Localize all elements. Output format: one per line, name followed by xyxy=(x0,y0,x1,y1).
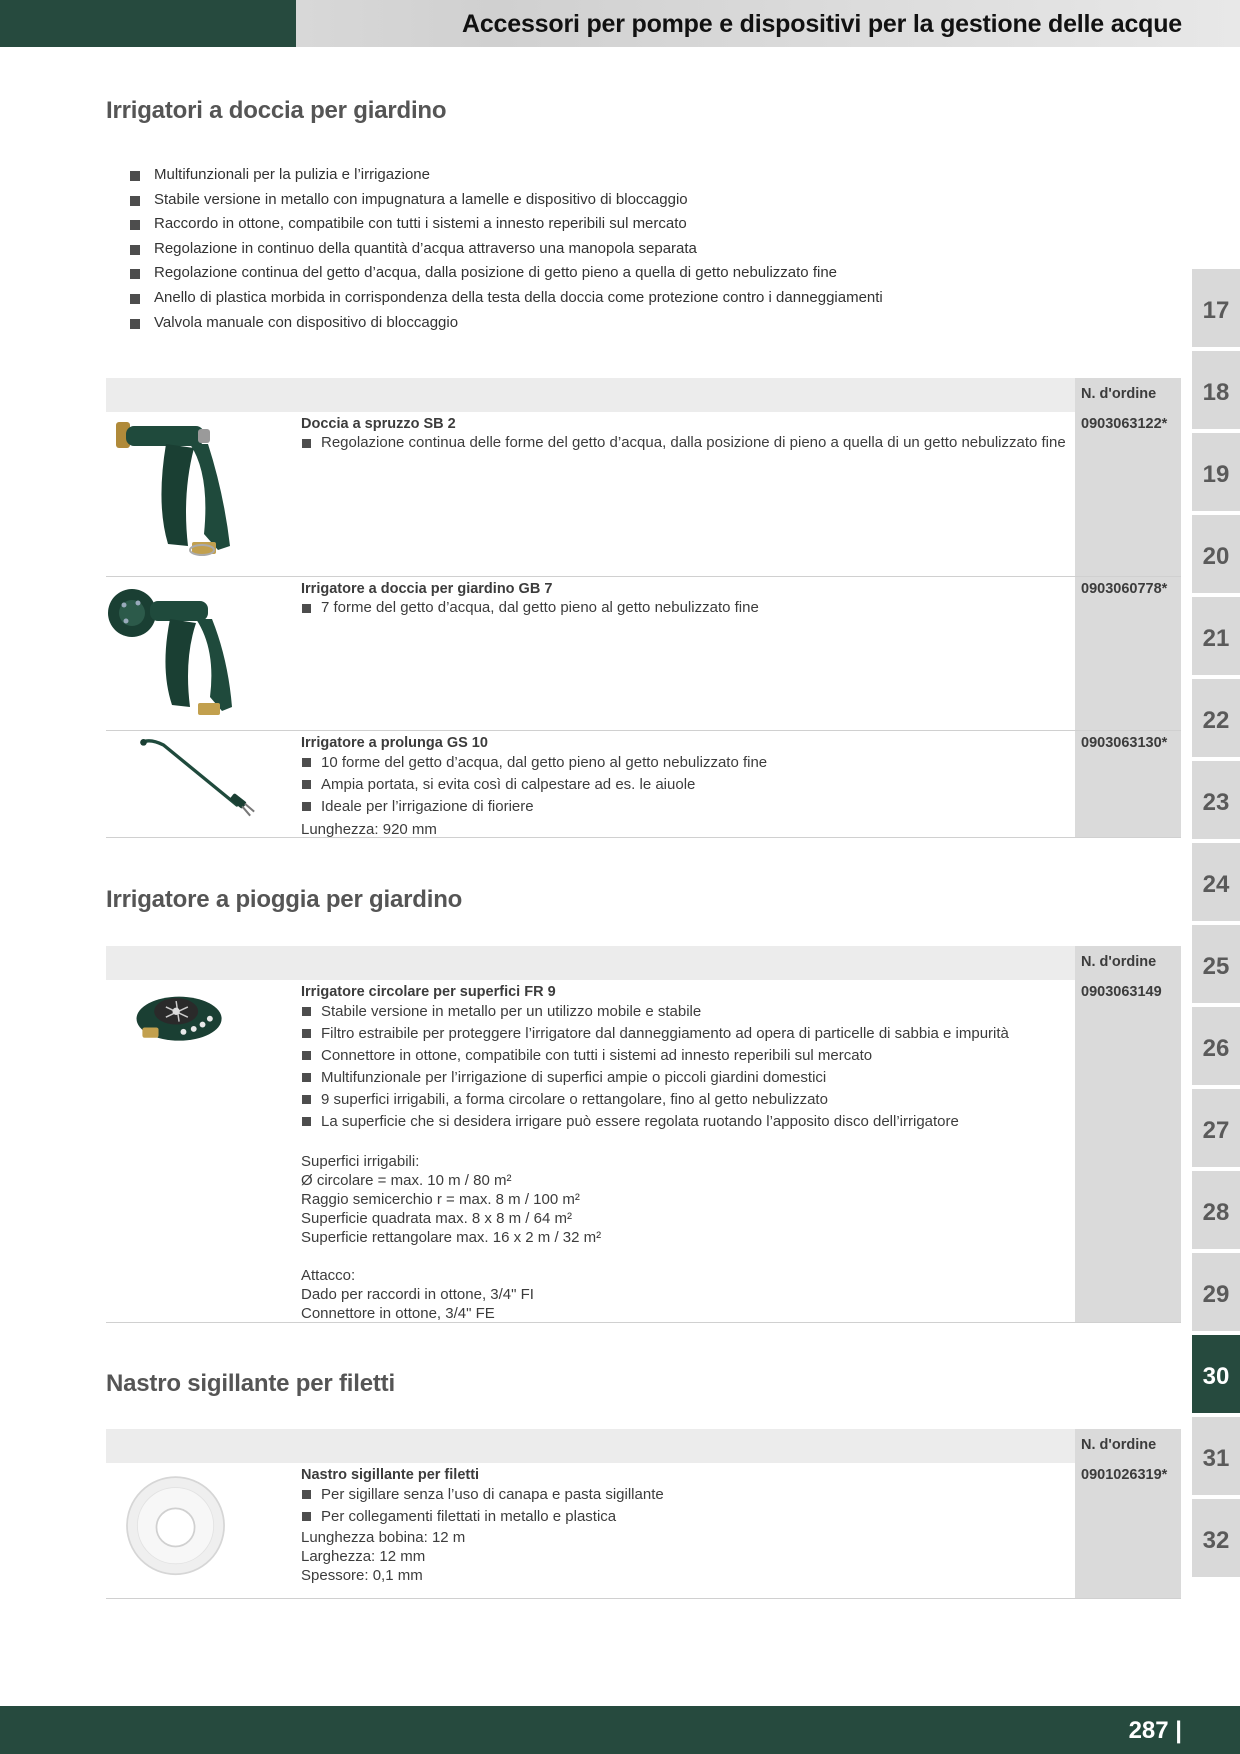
product-feature-list xyxy=(301,598,1067,617)
area-spec: Superficie rettangolare max. 16 x 2 m / 32 m² xyxy=(301,1229,602,1246)
product-feature: 7 forme del getto d’acqua, dal getto pieno al getto nebulizzato fine xyxy=(301,598,1067,617)
product-name: Irrigatore circolare per superfici FR 9 xyxy=(301,984,556,1000)
product-description xyxy=(301,1467,1067,1585)
order-header-label: N. d'ordine xyxy=(1081,386,1157,402)
chapter-tab-label: 20 xyxy=(1202,543,1230,570)
chapter-tab-20[interactable] xyxy=(1192,513,1240,593)
chapter-tab-17[interactable] xyxy=(1192,267,1240,347)
product-feature-list xyxy=(301,433,1067,452)
product-table-pioggia xyxy=(106,946,1181,1323)
chapter-tab-22[interactable] xyxy=(1192,677,1240,757)
header-brand-block xyxy=(0,0,296,47)
product-description xyxy=(301,984,1067,1323)
feature-item: Raccordo in ottone, compatibile con tutti i sistemi a innesto reperibili sul mercato xyxy=(130,212,883,237)
order-header-label: N. d'ordine xyxy=(1081,954,1157,970)
feature-item: Stabile versione in metallo con impugnatura a lamelle e dispositivo di bloccaggio xyxy=(130,188,883,213)
order-number: 0903063122* xyxy=(1081,416,1168,432)
feature-item: Regolazione continua del getto d’acqua, dalla posizione di getto pieno a quella di getto nebulizzato fine xyxy=(130,261,883,286)
product-spec: Larghezza: 12 mm xyxy=(301,1548,426,1565)
order-number-cell xyxy=(1075,1463,1181,1598)
product-feature-list xyxy=(301,1484,1067,1528)
product-table-doccia xyxy=(106,378,1181,838)
chapter-tab-31[interactable] xyxy=(1192,1415,1240,1495)
product-row xyxy=(106,1463,1181,1599)
product-spec: Spessore: 0,1 mm xyxy=(301,1567,423,1584)
order-column-header xyxy=(1075,1429,1181,1463)
circular-sprinkler-fr9-image xyxy=(106,982,291,1092)
table-header xyxy=(106,1429,1181,1463)
product-feature: La superficie che si desidera irrigare può essere regolata ruotando l’apposito disco dell’irrigatore xyxy=(301,1111,1067,1133)
order-column-header xyxy=(1075,946,1181,980)
spray-gun-sb2-image xyxy=(106,414,291,564)
product-name: Irrigatore a doccia per giardino GB 7 xyxy=(301,581,553,597)
product-description xyxy=(301,581,1067,617)
feature-item: Multifunzionali per la pulizia e l’irrigazione xyxy=(130,163,883,188)
feature-item: Valvola manuale con dispositivo di bloccaggio xyxy=(130,311,883,336)
extension-lance-gs10-image xyxy=(106,733,291,833)
order-number: 0903063149 xyxy=(1081,984,1162,1000)
product-row xyxy=(106,980,1181,1323)
chapter-tab-30-active[interactable] xyxy=(1192,1333,1240,1413)
section-title-nastro-sigillante: Nastro sigillante per filetti xyxy=(106,1370,395,1397)
page-header-title: Accessori per pompe e dispositivi per la gestione delle acque xyxy=(462,10,1182,38)
chapter-tab-19[interactable] xyxy=(1192,431,1240,511)
product-feature: Ampia portata, si evita così di calpestare ad es. le aiuole xyxy=(301,774,1067,796)
table-header xyxy=(106,378,1181,412)
product-description xyxy=(301,735,1067,839)
page-footer xyxy=(0,1706,1240,1754)
section-title-irrigatori-doccia: Irrigatori a doccia per giardino xyxy=(106,97,447,124)
chapter-tab-label: 25 xyxy=(1202,953,1230,980)
order-number-cell xyxy=(1075,731,1181,837)
chapter-tab-27[interactable] xyxy=(1192,1087,1240,1167)
chapter-tab-18[interactable] xyxy=(1192,349,1240,429)
chapter-tab-21[interactable] xyxy=(1192,595,1240,675)
order-number: 0901026319* xyxy=(1081,1467,1168,1483)
product-row xyxy=(106,731,1181,838)
spray-gun-gb7-image xyxy=(106,579,291,729)
feature-item: Regolazione in continuo della quantità d’acqua attraverso una manopola separata xyxy=(130,237,883,262)
chapter-tab-25[interactable] xyxy=(1192,923,1240,1003)
connection-spec: Connettore in ottone, 3/4" FE xyxy=(301,1305,495,1322)
product-row xyxy=(106,412,1181,577)
order-number-cell xyxy=(1075,577,1181,730)
chapter-tab-label: 17 xyxy=(1202,297,1230,324)
product-feature: 9 superfici irrigabili, a forma circolare o rettangolare, fino al getto nebulizzato xyxy=(301,1089,1067,1111)
table-header xyxy=(106,946,1181,980)
product-feature: Per collegamenti filettati in metallo e plastica xyxy=(301,1506,1067,1528)
product-feature: Regolazione continua delle forme del getto d’acqua, dalla posizione di pieno a quella di un getto nebulizzato fine xyxy=(301,433,1067,452)
chapter-tab-32[interactable] xyxy=(1192,1497,1240,1577)
chapter-tab-24[interactable] xyxy=(1192,841,1240,921)
product-feature: Multifunzionale per l’irrigazione di superfici ampie o piccoli giardini domestici xyxy=(301,1067,1067,1089)
product-table-nastro xyxy=(106,1429,1181,1599)
product-name: Nastro sigillante per filetti xyxy=(301,1467,480,1483)
areas-title: Superfici irrigabili: xyxy=(301,1153,420,1170)
product-spec: Lunghezza bobina: 12 m xyxy=(301,1529,466,1546)
feature-item: Anello di plastica morbida in corrispondenza della testa della doccia come protezione contro i danneggiamenti xyxy=(130,286,883,311)
chapter-tab-label: 26 xyxy=(1202,1035,1230,1062)
product-description xyxy=(301,416,1067,452)
chapter-tab-26[interactable] xyxy=(1192,1005,1240,1085)
chapter-tab-label: 32 xyxy=(1202,1527,1230,1554)
order-number-cell xyxy=(1075,412,1181,576)
chapter-tab-label: 27 xyxy=(1202,1117,1230,1144)
sealing-tape-roll-image xyxy=(106,1465,291,1595)
chapter-tab-label: 22 xyxy=(1202,707,1230,734)
order-number: 0903063130* xyxy=(1081,735,1168,751)
section-title-irrigatore-pioggia: Irrigatore a pioggia per giardino xyxy=(106,886,463,913)
product-feature: Stabile versione in metallo per un utilizzo mobile e stabile xyxy=(301,1001,1067,1023)
connection-spec: Dado per raccordi in ottone, 3/4" FI xyxy=(301,1286,534,1303)
chapter-tab-label: 18 xyxy=(1202,379,1230,406)
chapter-tab-label: 19 xyxy=(1202,461,1230,488)
chapter-tab-label: 30 xyxy=(1202,1363,1230,1390)
product-feature: 10 forme del getto d’acqua, dal getto pieno al getto nebulizzato fine xyxy=(301,752,1067,774)
product-feature: Filtro estraibile per proteggere l’irrigatore dal danneggiamento ad opera di particelle di sabbia e impurità xyxy=(301,1023,1067,1045)
product-name: Irrigatore a prolunga GS 10 xyxy=(301,735,488,751)
chapter-tab-label: 28 xyxy=(1202,1199,1230,1226)
feature-list xyxy=(130,163,883,335)
order-number-cell xyxy=(1075,980,1181,1322)
chapter-tab-label: 29 xyxy=(1202,1281,1230,1308)
chapter-tab-28[interactable] xyxy=(1192,1169,1240,1249)
product-feature: Per sigillare senza l’uso di canapa e pasta sigillante xyxy=(301,1484,1067,1506)
order-header-label: N. d'ordine xyxy=(1081,1437,1157,1453)
product-feature-list xyxy=(301,752,1067,818)
area-spec: Ø circolare = max. 10 m / 80 m² xyxy=(301,1172,512,1189)
chapter-tab-29[interactable] xyxy=(1192,1251,1240,1331)
area-spec: Raggio semicerchio r = max. 8 m / 100 m² xyxy=(301,1191,580,1208)
order-column-header xyxy=(1075,378,1181,412)
product-row xyxy=(106,577,1181,731)
order-number: 0903060778* xyxy=(1081,581,1168,597)
product-name: Doccia a spruzzo SB 2 xyxy=(301,416,456,432)
chapter-tab-label: 24 xyxy=(1202,871,1230,898)
product-feature: Connettore in ottone, compatibile con tutti i sistemi ad innesto reperibili sul mercato xyxy=(301,1045,1067,1067)
chapter-tab-label: 31 xyxy=(1202,1445,1230,1472)
connection-title: Attacco: xyxy=(301,1267,356,1284)
product-feature: Ideale per l’irrigazione di fioriere xyxy=(301,796,1067,818)
chapter-tab-label: 21 xyxy=(1202,625,1230,652)
page-number: 287 | xyxy=(1128,1717,1182,1744)
chapter-tab-23[interactable] xyxy=(1192,759,1240,839)
product-feature-list xyxy=(301,1001,1067,1133)
product-length: Lunghezza: 920 mm xyxy=(301,821,437,838)
chapter-tab-label: 23 xyxy=(1202,789,1230,816)
area-spec: Superficie quadrata max. 8 x 8 m / 64 m² xyxy=(301,1210,572,1227)
